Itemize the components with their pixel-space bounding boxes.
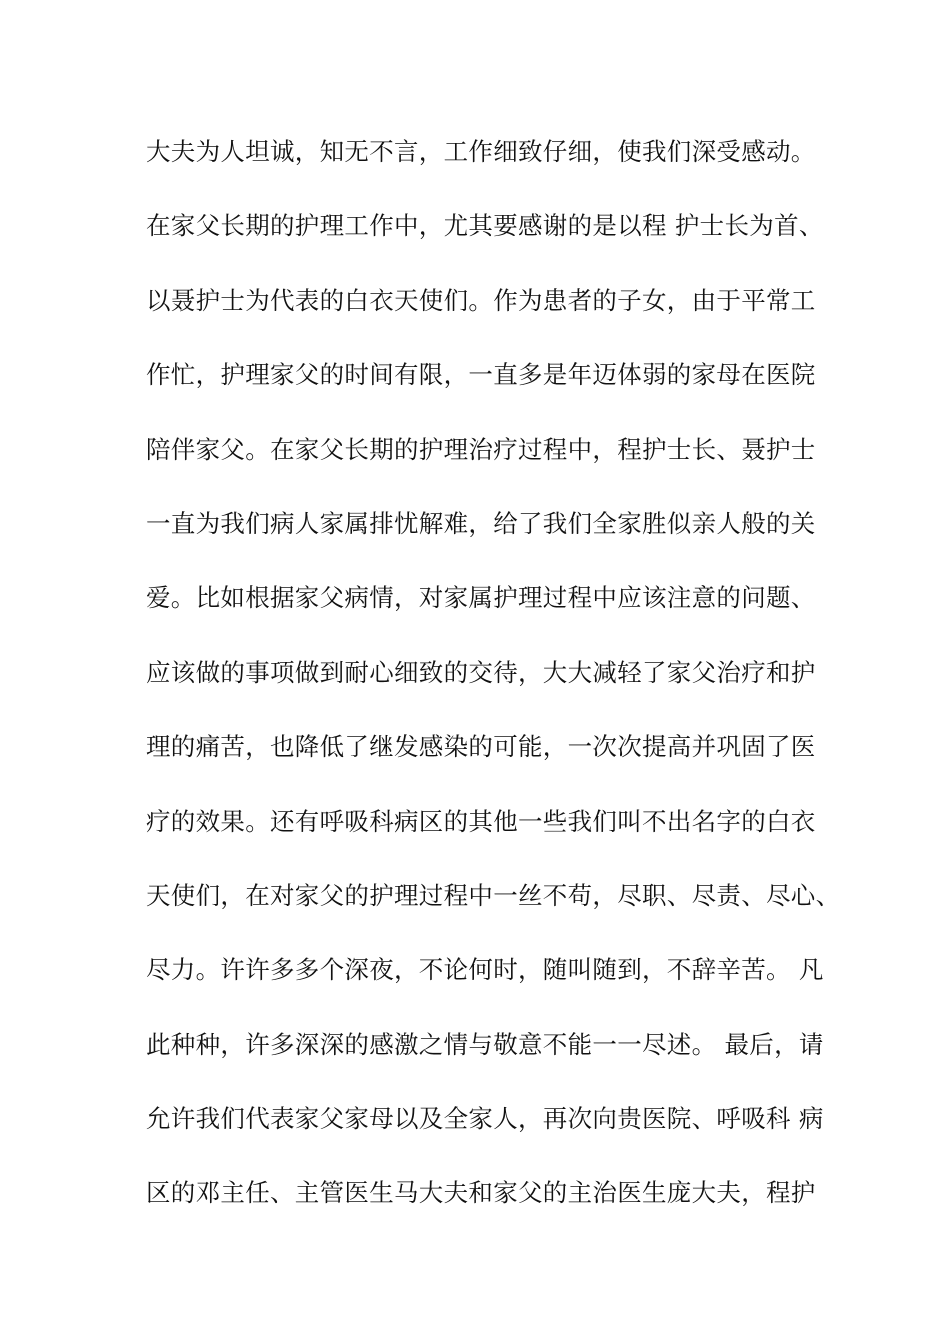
text-line: 应该做的事项做到耐心细致的交待，大大减轻了家父治疗和护 <box>146 657 816 687</box>
text-line: 大夫为人坦诚，知无不言，工作细致仔细，使我们深受感动。 <box>146 137 816 166</box>
text-line: 陪伴家父。在家父长期的护理治疗过程中，程护士长、聂护士 <box>146 434 816 464</box>
text-line: 疗的效果。还有呼吸科病区的其他一些我们叫不出名字的白衣 <box>146 806 816 836</box>
text-line: 区的邓主任、主管医生马大夫和家父的主治医生庞大夫，程护 <box>146 1178 816 1208</box>
text-line: 理的痛苦，也降低了继发感染的可能，一次次提高并巩固了医 <box>146 732 816 762</box>
text-line: 此种种，许多深深的感激之情与敬意不能一一尽述。 最后，请 <box>146 1029 824 1059</box>
text-line: 作忙，护理家父的时间有限，一直多是年迈体弱的家母在医院 <box>146 360 816 390</box>
body-text <box>146 129 841 1245</box>
text-line: 以聂护士为代表的白衣天使们。作为患者的子女，由于平常工 <box>146 285 816 315</box>
text-line: 爱。比如根据家父病情，对家属护理过程中应该注意的问题、 <box>146 583 816 613</box>
text-line: 尽力。许许多多个深夜，不论何时，随叫随到，不辞辛苦。 凡 <box>146 955 824 985</box>
text-line: 一直为我们病人家属排忧解难，给了我们全家胜似亲人般的关 <box>146 508 816 538</box>
text-line: 在家父长期的护理工作中，尤其要感谢的是以程 护士长为首、 <box>146 211 824 241</box>
text-line: 天使们，在对家父的护理过程中一丝不苟，尽职、尽责、尽心、 <box>146 880 841 910</box>
text-line: 允许我们代表家父家母以及全家人，再次向贵医院、呼吸科 病 <box>146 1104 824 1134</box>
